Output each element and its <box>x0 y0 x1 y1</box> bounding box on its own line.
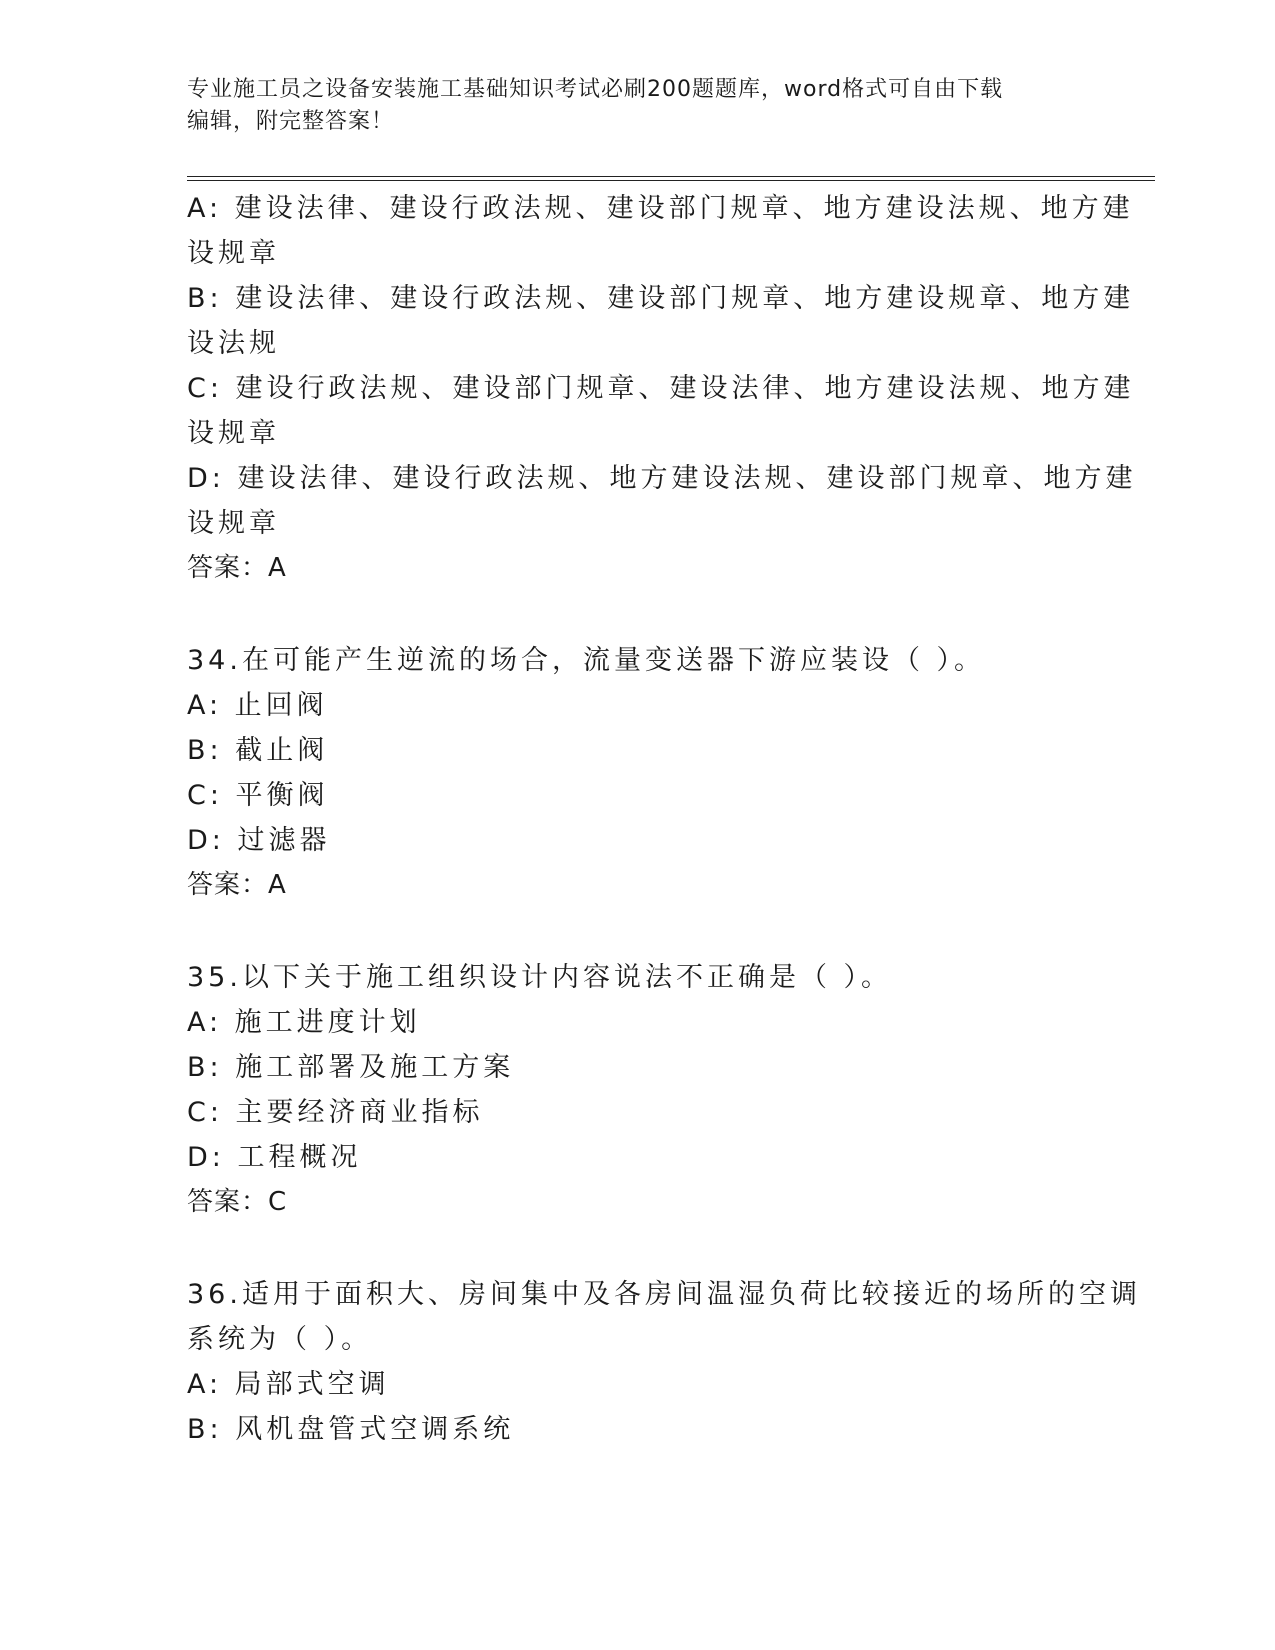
question-gap <box>187 591 1077 638</box>
question-gap <box>187 1225 1077 1272</box>
header-title-line-1: 专业施工员之设备安装施工基础知识考试必刷200题题库，word格式可自由下载 <box>187 77 1004 102</box>
question-content <box>187 186 1141 1452</box>
question-gap <box>187 908 1077 955</box>
q34-option-c: C: 平衡阀 <box>187 780 329 811</box>
q34-option-a: A: 止回阀 <box>187 690 328 721</box>
q33-answer: 答案：A <box>187 553 287 583</box>
q33-option-c-cont: 设规章 <box>187 418 280 449</box>
q33-option-c: C: 建设行政法规、建设部门规章、建设法律、地方建设法规、地方建 <box>187 373 1135 404</box>
q33-option-d: D: 建设法律、建设行政法规、地方建设法规、建设部门规章、地方建 <box>187 463 1137 494</box>
q33-option-a-cont: 设规章 <box>187 238 280 269</box>
q34-answer: 答案：A <box>187 870 287 900</box>
q35-stem: 35.以下关于施工组织设计内容说法不正确是（ ）。 <box>187 962 893 993</box>
header-title-line-2: 编辑，附完整答案！ <box>187 109 395 134</box>
q33-option-b-cont: 设法规 <box>187 328 280 359</box>
q36-option-b: B: 风机盘管式空调系统 <box>187 1414 515 1445</box>
q34-option-d: D: 过滤器 <box>187 825 331 856</box>
q35-option-b: B: 施工部署及施工方案 <box>187 1052 515 1083</box>
q35-option-a: A: 施工进度计划 <box>187 1007 421 1038</box>
q34-stem: 34.在可能产生逆流的场合，流量变送器下游应装设（ ）。 <box>187 645 986 676</box>
page-header <box>187 74 1067 138</box>
q35-option-d: D: 工程概况 <box>187 1142 362 1173</box>
q36-stem-cont: 系统为（ ）。 <box>187 1324 373 1355</box>
q34-option-b: B: 截止阀 <box>187 735 329 766</box>
q36-stem: 36.适用于面积大、房间集中及各房间温湿负荷比较接近的场所的空调 <box>187 1279 1141 1310</box>
q33-option-a: A: 建设法律、建设行政法规、建设部门规章、地方建设法规、地方建 <box>187 193 1134 224</box>
q33-option-d-cont: 设规章 <box>187 508 280 539</box>
q35-option-c: C: 主要经济商业指标 <box>187 1097 484 1128</box>
q36-option-a: A: 局部式空调 <box>187 1369 390 1400</box>
header-divider <box>187 176 1155 181</box>
q35-answer: 答案：C <box>187 1187 288 1217</box>
q33-option-b: B: 建设法律、建设行政法规、建设部门规章、地方建设规章、地方建 <box>187 283 1135 314</box>
